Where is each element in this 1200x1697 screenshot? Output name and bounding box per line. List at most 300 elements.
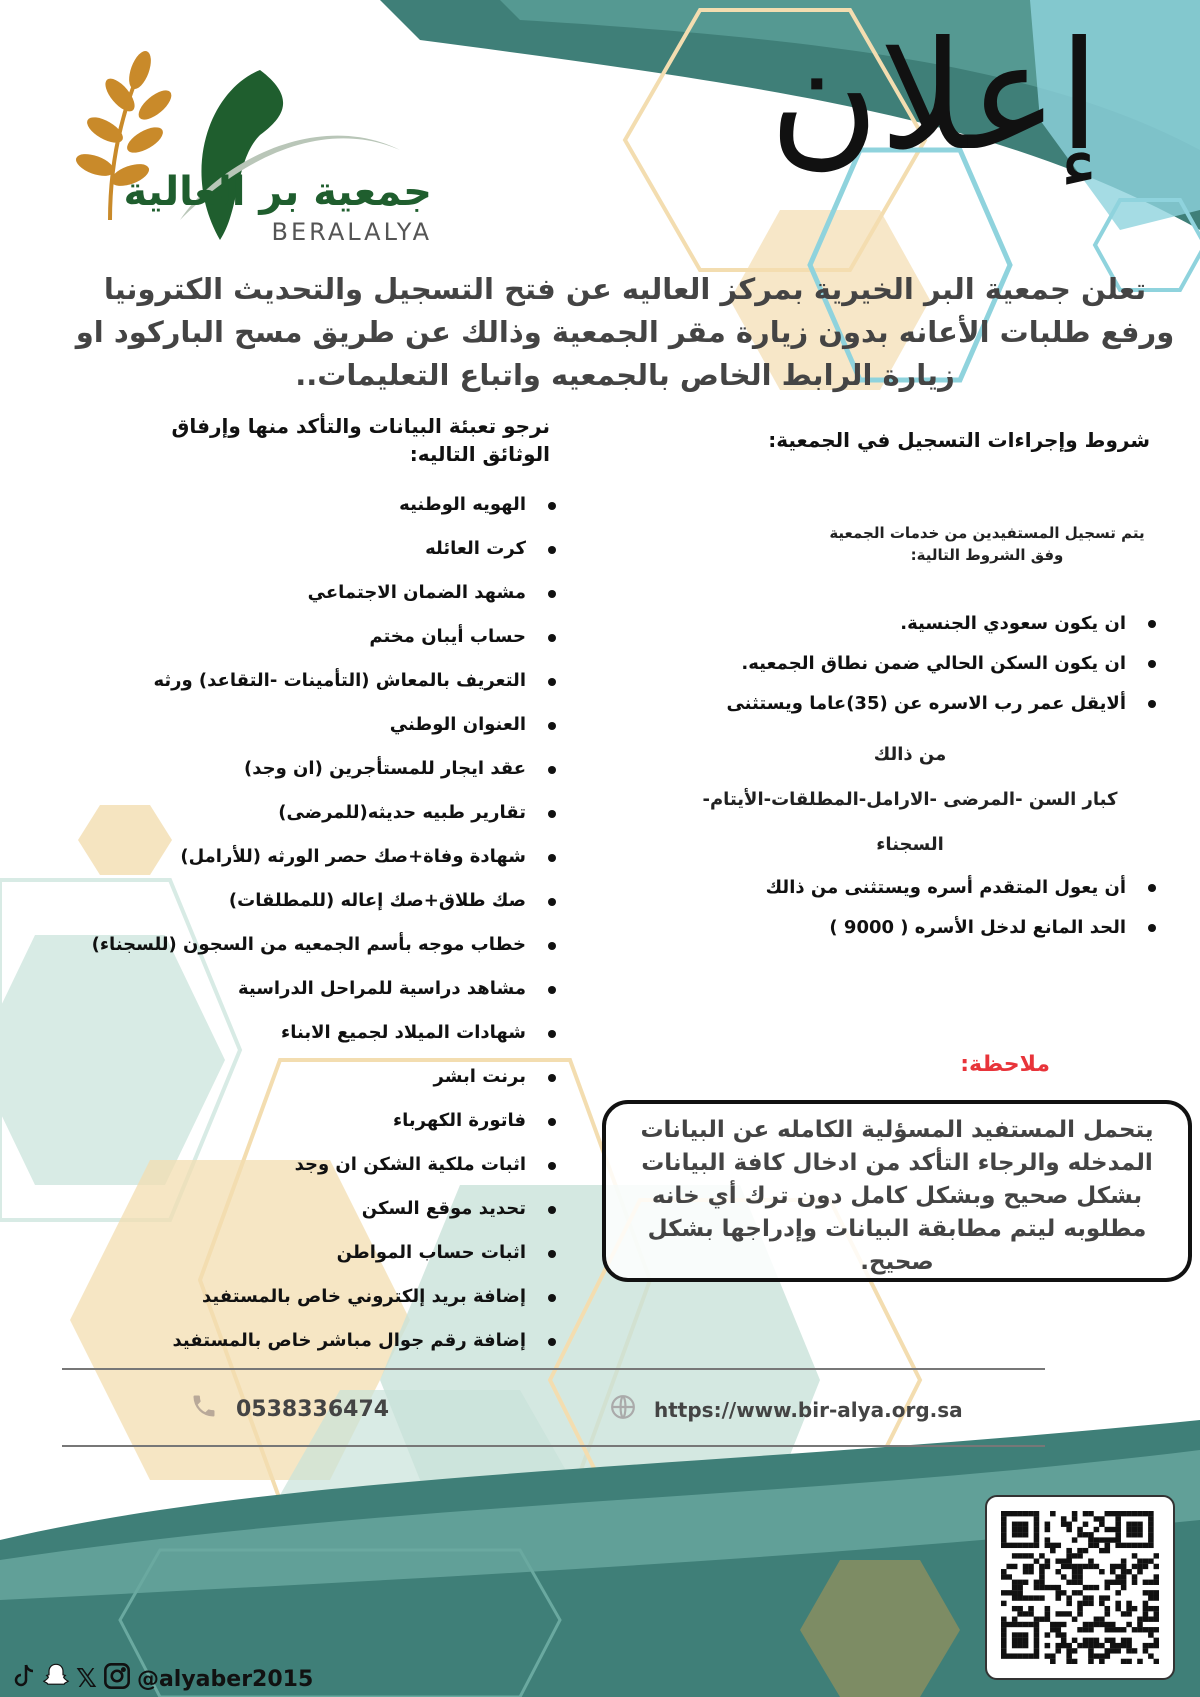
qr-module <box>1001 1543 1007 1548</box>
qr-module <box>1105 1606 1111 1611</box>
qr-module <box>1110 1580 1116 1585</box>
qr-module <box>1072 1511 1078 1516</box>
qr-module <box>1088 1511 1094 1516</box>
qr-module <box>1055 1569 1061 1574</box>
qr-module <box>1001 1638 1007 1643</box>
qr-module <box>1121 1580 1127 1585</box>
qr-module <box>1050 1511 1056 1516</box>
qr-module <box>1099 1595 1105 1600</box>
qr-module <box>1115 1543 1121 1548</box>
document-item: فاتورة الكهرباء <box>20 1099 560 1143</box>
qr-module <box>1154 1606 1159 1611</box>
qr-module <box>1045 1611 1051 1616</box>
phone-number: 0538336474 <box>236 1396 390 1422</box>
qr-module <box>1094 1643 1100 1648</box>
qr-module <box>1066 1553 1072 1558</box>
qr-module <box>1034 1580 1040 1585</box>
qr-module <box>1012 1638 1018 1643</box>
qr-module <box>1094 1622 1100 1627</box>
qr-module <box>1115 1606 1121 1611</box>
qr-module <box>1072 1638 1078 1643</box>
qr-module <box>1137 1627 1143 1632</box>
qr-module <box>1137 1558 1143 1563</box>
qr-module <box>1115 1511 1121 1516</box>
website-link[interactable] <box>610 1394 963 1425</box>
qr-module <box>1121 1627 1127 1632</box>
qr-module <box>1099 1643 1105 1648</box>
qr-module <box>1061 1590 1067 1595</box>
qr-module <box>1088 1585 1094 1590</box>
qr-module <box>1012 1590 1018 1595</box>
document-item: العنوان الوطني <box>20 703 560 747</box>
qr-module <box>1094 1638 1100 1643</box>
qr-module <box>1110 1622 1116 1627</box>
qr-module <box>1083 1638 1089 1643</box>
qr-module <box>1143 1648 1149 1653</box>
qr-module <box>1023 1595 1029 1600</box>
qr-module <box>1099 1622 1105 1627</box>
qr-module <box>1121 1659 1127 1664</box>
qr-module <box>1094 1537 1100 1542</box>
qr-module <box>1001 1643 1007 1648</box>
qr-module <box>1105 1611 1111 1616</box>
qr-module <box>1017 1532 1023 1537</box>
documents-heading: نرجو تعبئة البيانات والتأكد منها وإرفاق الوثائق التاليه: <box>171 414 550 466</box>
qr-module <box>1121 1558 1127 1563</box>
document-item: شهادات الميلاد لجميع الابناء <box>20 1011 560 1055</box>
qr-module <box>1077 1564 1083 1569</box>
qr-module <box>1034 1648 1040 1653</box>
qr-module <box>1066 1527 1072 1532</box>
qr-module <box>1017 1632 1023 1637</box>
qr-module <box>1148 1617 1154 1622</box>
qr-module <box>1099 1537 1105 1542</box>
qr-module <box>1132 1627 1138 1632</box>
qr-module <box>1148 1590 1154 1595</box>
qr-module <box>1055 1611 1061 1616</box>
qr-module <box>1045 1617 1051 1622</box>
x-icon[interactable]: 𝕏 <box>76 1664 97 1694</box>
qr-module <box>1132 1606 1138 1611</box>
qr-module <box>1072 1648 1078 1653</box>
qr-module <box>1148 1511 1154 1516</box>
qr-module <box>1105 1627 1111 1632</box>
qr-module <box>1088 1622 1094 1627</box>
document-item: شهادة وفاة+صك حصر الورثه (للأرامل) <box>20 835 560 879</box>
qr-module <box>1088 1659 1094 1664</box>
note-heading: ملاحظة: <box>960 1052 1050 1077</box>
tiktok-icon[interactable] <box>12 1663 36 1695</box>
qr-module <box>1083 1532 1089 1537</box>
qr-module <box>1077 1627 1083 1632</box>
qr-module <box>1105 1537 1111 1542</box>
qr-module <box>1115 1580 1121 1585</box>
qr-module <box>1110 1511 1116 1516</box>
qr-module <box>1055 1632 1061 1637</box>
qr-module <box>1088 1643 1094 1648</box>
qr-module <box>1099 1601 1105 1606</box>
continuation-line: كبار السن -المرضى -الارامل-المطلقات-الأيتام- <box>702 789 1118 810</box>
qr-module <box>1148 1643 1154 1648</box>
qr-module <box>1066 1601 1072 1606</box>
qr-module <box>1121 1564 1127 1569</box>
qr-module <box>1017 1585 1023 1590</box>
qr-module <box>1105 1527 1111 1532</box>
qr-module <box>1012 1653 1018 1658</box>
qr-module <box>1099 1522 1105 1527</box>
logo-name-en: BERALALYA <box>271 218 432 246</box>
qr-module <box>1039 1553 1045 1558</box>
qr-module <box>1023 1638 1029 1643</box>
phone-contact[interactable] <box>190 1392 389 1426</box>
qr-module <box>1126 1543 1132 1548</box>
qr-module <box>1034 1537 1040 1542</box>
qr-module <box>1034 1653 1040 1658</box>
qr-module <box>1105 1511 1111 1516</box>
qr-module <box>1050 1548 1056 1553</box>
condition-item: الحد المانع لدخل الأسره ( 9000 ) <box>660 908 1160 948</box>
qr-module <box>1001 1648 1007 1653</box>
qr-module <box>1115 1564 1121 1569</box>
qr-module <box>1034 1622 1040 1627</box>
social-links <box>12 1662 313 1696</box>
qr-module <box>1072 1590 1078 1595</box>
website-url: https://www.bir-alya.org.sa <box>654 1397 963 1422</box>
qr-module <box>1083 1601 1089 1606</box>
qr-module <box>1115 1574 1121 1579</box>
qr-module <box>1077 1532 1083 1537</box>
qr-module <box>1050 1622 1056 1627</box>
qr-module <box>1050 1659 1056 1664</box>
qr-module <box>1105 1585 1111 1590</box>
document-item: عقد ايجار للمستأجرين (ان وجد) <box>20 747 560 791</box>
qr-module <box>1017 1643 1023 1648</box>
qr-module <box>1110 1643 1116 1648</box>
condition-continuation <box>660 732 1160 867</box>
qr-module <box>1148 1527 1154 1532</box>
qr-module <box>1050 1585 1056 1590</box>
qr-module <box>1143 1558 1149 1563</box>
qr-module <box>1132 1648 1138 1653</box>
qr-module <box>1028 1564 1034 1569</box>
qr-module <box>1121 1638 1127 1643</box>
qr-module <box>1154 1564 1159 1569</box>
page-title: إعلان <box>769 10 1100 184</box>
qr-module <box>1072 1564 1078 1569</box>
qr-module <box>1034 1543 1040 1548</box>
qr-module <box>1012 1643 1018 1648</box>
qr-module <box>1055 1643 1061 1648</box>
qr-module <box>1023 1564 1029 1569</box>
qr-module <box>1023 1532 1029 1537</box>
qr-module <box>1148 1532 1154 1537</box>
qr-module <box>1126 1601 1132 1606</box>
qr-module <box>1148 1516 1154 1521</box>
qr-module <box>1034 1522 1040 1527</box>
qr-module <box>1034 1558 1040 1563</box>
qr-module <box>1143 1511 1149 1516</box>
document-item: خطاب موجه بأسم الجمعيه من السجون (للسجناء) <box>20 923 560 967</box>
qr-module <box>1126 1606 1132 1611</box>
qr-module <box>1148 1595 1154 1600</box>
qr-module <box>1121 1511 1127 1516</box>
qr-module <box>1028 1595 1034 1600</box>
continuation-line: السجناء <box>876 834 944 855</box>
qr-module <box>1094 1516 1100 1521</box>
qr-module <box>1088 1601 1094 1606</box>
qr-module <box>1061 1638 1067 1643</box>
qr-module <box>1066 1558 1072 1563</box>
qr-module <box>1143 1580 1149 1585</box>
qr-module <box>1050 1653 1056 1658</box>
qr-module <box>1088 1595 1094 1600</box>
qr-module <box>1137 1622 1143 1627</box>
qr-module <box>1034 1595 1040 1600</box>
qr-module <box>1110 1537 1116 1542</box>
qr-module <box>1034 1627 1040 1632</box>
qr-module <box>1006 1653 1012 1658</box>
qr-module <box>1066 1643 1072 1648</box>
document-item: صك طلاق+صك إعاله (للمطلقات) <box>20 879 560 923</box>
qr-module <box>1088 1627 1094 1632</box>
qr-module <box>1012 1585 1018 1590</box>
qr-module <box>1132 1532 1138 1537</box>
qr-module <box>1045 1522 1051 1527</box>
qr-module <box>1088 1543 1094 1548</box>
qr-module <box>1034 1643 1040 1648</box>
qr-module <box>1132 1522 1138 1527</box>
qr-module <box>1012 1580 1018 1585</box>
qr-module <box>1126 1532 1132 1537</box>
qr-module <box>1077 1590 1083 1595</box>
qr-module <box>1115 1601 1121 1606</box>
qr-module <box>1001 1574 1007 1579</box>
document-item: تقارير طبيه حديثه(للمرضى) <box>20 791 560 835</box>
qr-module <box>1055 1648 1061 1653</box>
qr-module <box>1001 1653 1007 1658</box>
qr-module <box>1061 1574 1067 1579</box>
qr-module <box>1066 1595 1072 1600</box>
phone-icon <box>190 1392 218 1426</box>
document-item: اثبات حساب المواطن <box>20 1231 560 1275</box>
qr-module <box>1088 1558 1094 1563</box>
qr-module <box>1012 1543 1018 1548</box>
note-box: يتحمل المستفيد المسؤلية الكامله عن البيانات المدخله والرجاء التأكد من ادخال كافة البيانات بشكل صحيح وبشكل كامل دون ترك أي خانه مطلوبه ليتم مطابقة البيانات وإدراجها بشكل صحيح. <box>602 1100 1192 1282</box>
qr-module <box>1028 1553 1034 1558</box>
qr-module <box>1088 1638 1094 1643</box>
qr-module <box>1126 1638 1132 1643</box>
qr-module <box>1137 1569 1143 1574</box>
qr-module <box>1001 1516 1007 1521</box>
qr-module <box>1050 1543 1056 1548</box>
qr-module <box>1110 1648 1116 1653</box>
qr-module <box>1154 1638 1159 1643</box>
qr-module <box>1088 1564 1094 1569</box>
qr-module <box>1034 1638 1040 1643</box>
qr-module <box>1012 1532 1018 1537</box>
qr-module <box>1137 1564 1143 1569</box>
qr-module <box>1072 1617 1078 1622</box>
qr-module <box>1045 1543 1051 1548</box>
qr-module <box>1121 1643 1127 1648</box>
qr-module <box>1126 1659 1132 1664</box>
qr-module <box>1088 1648 1094 1653</box>
conditions-intro: يتم تسجيل المستفيدين من خدمات الجمعية وفق الشروط التالية: <box>829 524 1145 564</box>
qr-module <box>1105 1648 1111 1653</box>
qr-module <box>1094 1653 1100 1658</box>
qr-module <box>1061 1632 1067 1637</box>
divider <box>62 1368 1045 1370</box>
qr-module <box>1115 1648 1121 1653</box>
qr-code[interactable] <box>985 1495 1175 1680</box>
qr-module <box>1077 1574 1083 1579</box>
qr-module <box>1001 1527 1007 1532</box>
qr-module <box>1077 1553 1083 1558</box>
qr-module <box>1028 1543 1034 1548</box>
qr-module <box>1148 1653 1154 1658</box>
qr-module <box>1143 1617 1149 1622</box>
qr-module <box>1039 1617 1045 1622</box>
qr-module <box>1017 1590 1023 1595</box>
document-item: مشاهد دراسية للمراحل الدراسية <box>20 967 560 1011</box>
qr-module <box>1061 1558 1067 1563</box>
qr-module <box>1012 1606 1018 1611</box>
qr-module <box>1017 1606 1023 1611</box>
qr-module <box>1077 1548 1083 1553</box>
qr-module <box>1154 1643 1159 1648</box>
qr-module <box>1001 1627 1007 1632</box>
qr-module <box>1061 1643 1067 1648</box>
qr-module <box>1077 1606 1083 1611</box>
qr-module <box>1143 1611 1149 1616</box>
qr-module <box>1061 1516 1067 1521</box>
document-item: حساب أيبان مختم <box>20 615 560 659</box>
qr-module <box>1148 1558 1154 1563</box>
qr-module <box>1001 1532 1007 1537</box>
qr-module <box>1137 1543 1143 1548</box>
qr-module <box>1115 1522 1121 1527</box>
qr-module <box>1001 1601 1007 1606</box>
qr-module <box>1034 1516 1040 1521</box>
qr-module <box>1066 1580 1072 1585</box>
qr-module <box>1055 1585 1061 1590</box>
qr-module <box>1045 1632 1051 1637</box>
qr-module <box>1045 1564 1051 1569</box>
qr-module <box>1154 1580 1159 1585</box>
qr-module <box>1115 1643 1121 1648</box>
qr-module <box>1066 1653 1072 1658</box>
qr-module <box>1045 1606 1051 1611</box>
qr-module <box>1105 1543 1111 1548</box>
qr-module <box>1143 1606 1149 1611</box>
qr-module <box>1083 1564 1089 1569</box>
snapchat-icon[interactable] <box>42 1662 70 1696</box>
qr-module <box>1017 1522 1023 1527</box>
qr-module <box>1110 1564 1116 1569</box>
qr-module <box>1154 1553 1159 1558</box>
qr-module <box>1045 1585 1051 1590</box>
qr-module <box>1148 1537 1154 1542</box>
qr-module <box>1126 1622 1132 1627</box>
qr-module <box>1143 1643 1149 1648</box>
qr-module <box>1017 1595 1023 1600</box>
document-item: التعريف بالمعاش (التأمينات -التقاعد) ورثه <box>20 659 560 703</box>
qr-module <box>1023 1569 1029 1574</box>
qr-module <box>1006 1543 1012 1548</box>
logo-name-ar: جمعية بر العالية <box>123 169 432 215</box>
qr-module <box>1110 1627 1116 1632</box>
qr-module <box>1137 1511 1143 1516</box>
qr-module <box>1055 1543 1061 1548</box>
instagram-icon[interactable] <box>103 1662 131 1696</box>
qr-module <box>1077 1527 1083 1532</box>
qr-module <box>1072 1580 1078 1585</box>
qr-module <box>1148 1632 1154 1637</box>
qr-module <box>1023 1527 1029 1532</box>
qr-module <box>1012 1553 1018 1558</box>
qr-module <box>1023 1543 1029 1548</box>
qr-module <box>1099 1548 1105 1553</box>
condition-item: أن يعول المتقدم أسره ويستثنى من ذالك <box>660 868 1160 908</box>
qr-module <box>1099 1569 1105 1574</box>
qr-module <box>1132 1511 1138 1516</box>
qr-module <box>1012 1527 1018 1532</box>
document-item: الهويه الوطنيه <box>20 483 560 527</box>
qr-module <box>1115 1516 1121 1521</box>
qr-module <box>1012 1511 1018 1516</box>
qr-module <box>1001 1569 1007 1574</box>
qr-module <box>1088 1532 1094 1537</box>
documents-list <box>20 483 560 1363</box>
qr-module <box>1121 1574 1127 1579</box>
qr-module <box>1105 1638 1111 1643</box>
qr-module <box>1017 1622 1023 1627</box>
qr-module <box>1105 1548 1111 1553</box>
qr-module <box>1115 1627 1121 1632</box>
qr-module <box>1028 1511 1034 1516</box>
qr-module <box>1028 1611 1034 1616</box>
qr-module <box>1137 1532 1143 1537</box>
document-item: برنت ابشر <box>20 1055 560 1099</box>
qr-module <box>1094 1564 1100 1569</box>
divider <box>62 1445 1045 1447</box>
qr-module <box>1143 1564 1149 1569</box>
qr-module <box>1001 1622 1007 1627</box>
qr-module <box>1072 1537 1078 1542</box>
qr-module <box>1148 1606 1154 1611</box>
qr-module <box>1066 1564 1072 1569</box>
qr-module <box>1006 1564 1012 1569</box>
qr-module <box>1028 1569 1034 1574</box>
qr-module <box>1023 1611 1029 1616</box>
qr-module <box>1083 1585 1089 1590</box>
qr-module <box>1083 1627 1089 1632</box>
qr-module <box>1094 1543 1100 1548</box>
qr-module <box>1105 1580 1111 1585</box>
qr-module <box>1099 1659 1105 1664</box>
qr-module <box>1083 1643 1089 1648</box>
conditions-list-a <box>660 604 1160 724</box>
qr-module <box>1137 1659 1143 1664</box>
qr-module <box>1034 1585 1040 1590</box>
qr-module <box>1023 1511 1029 1516</box>
qr-module <box>1001 1511 1007 1516</box>
condition-item: ان يكون سعودي الجنسية. <box>660 604 1160 644</box>
qr-module <box>1050 1627 1056 1632</box>
qr-module <box>1034 1532 1040 1537</box>
qr-module <box>1039 1595 1045 1600</box>
qr-module <box>1077 1569 1083 1574</box>
